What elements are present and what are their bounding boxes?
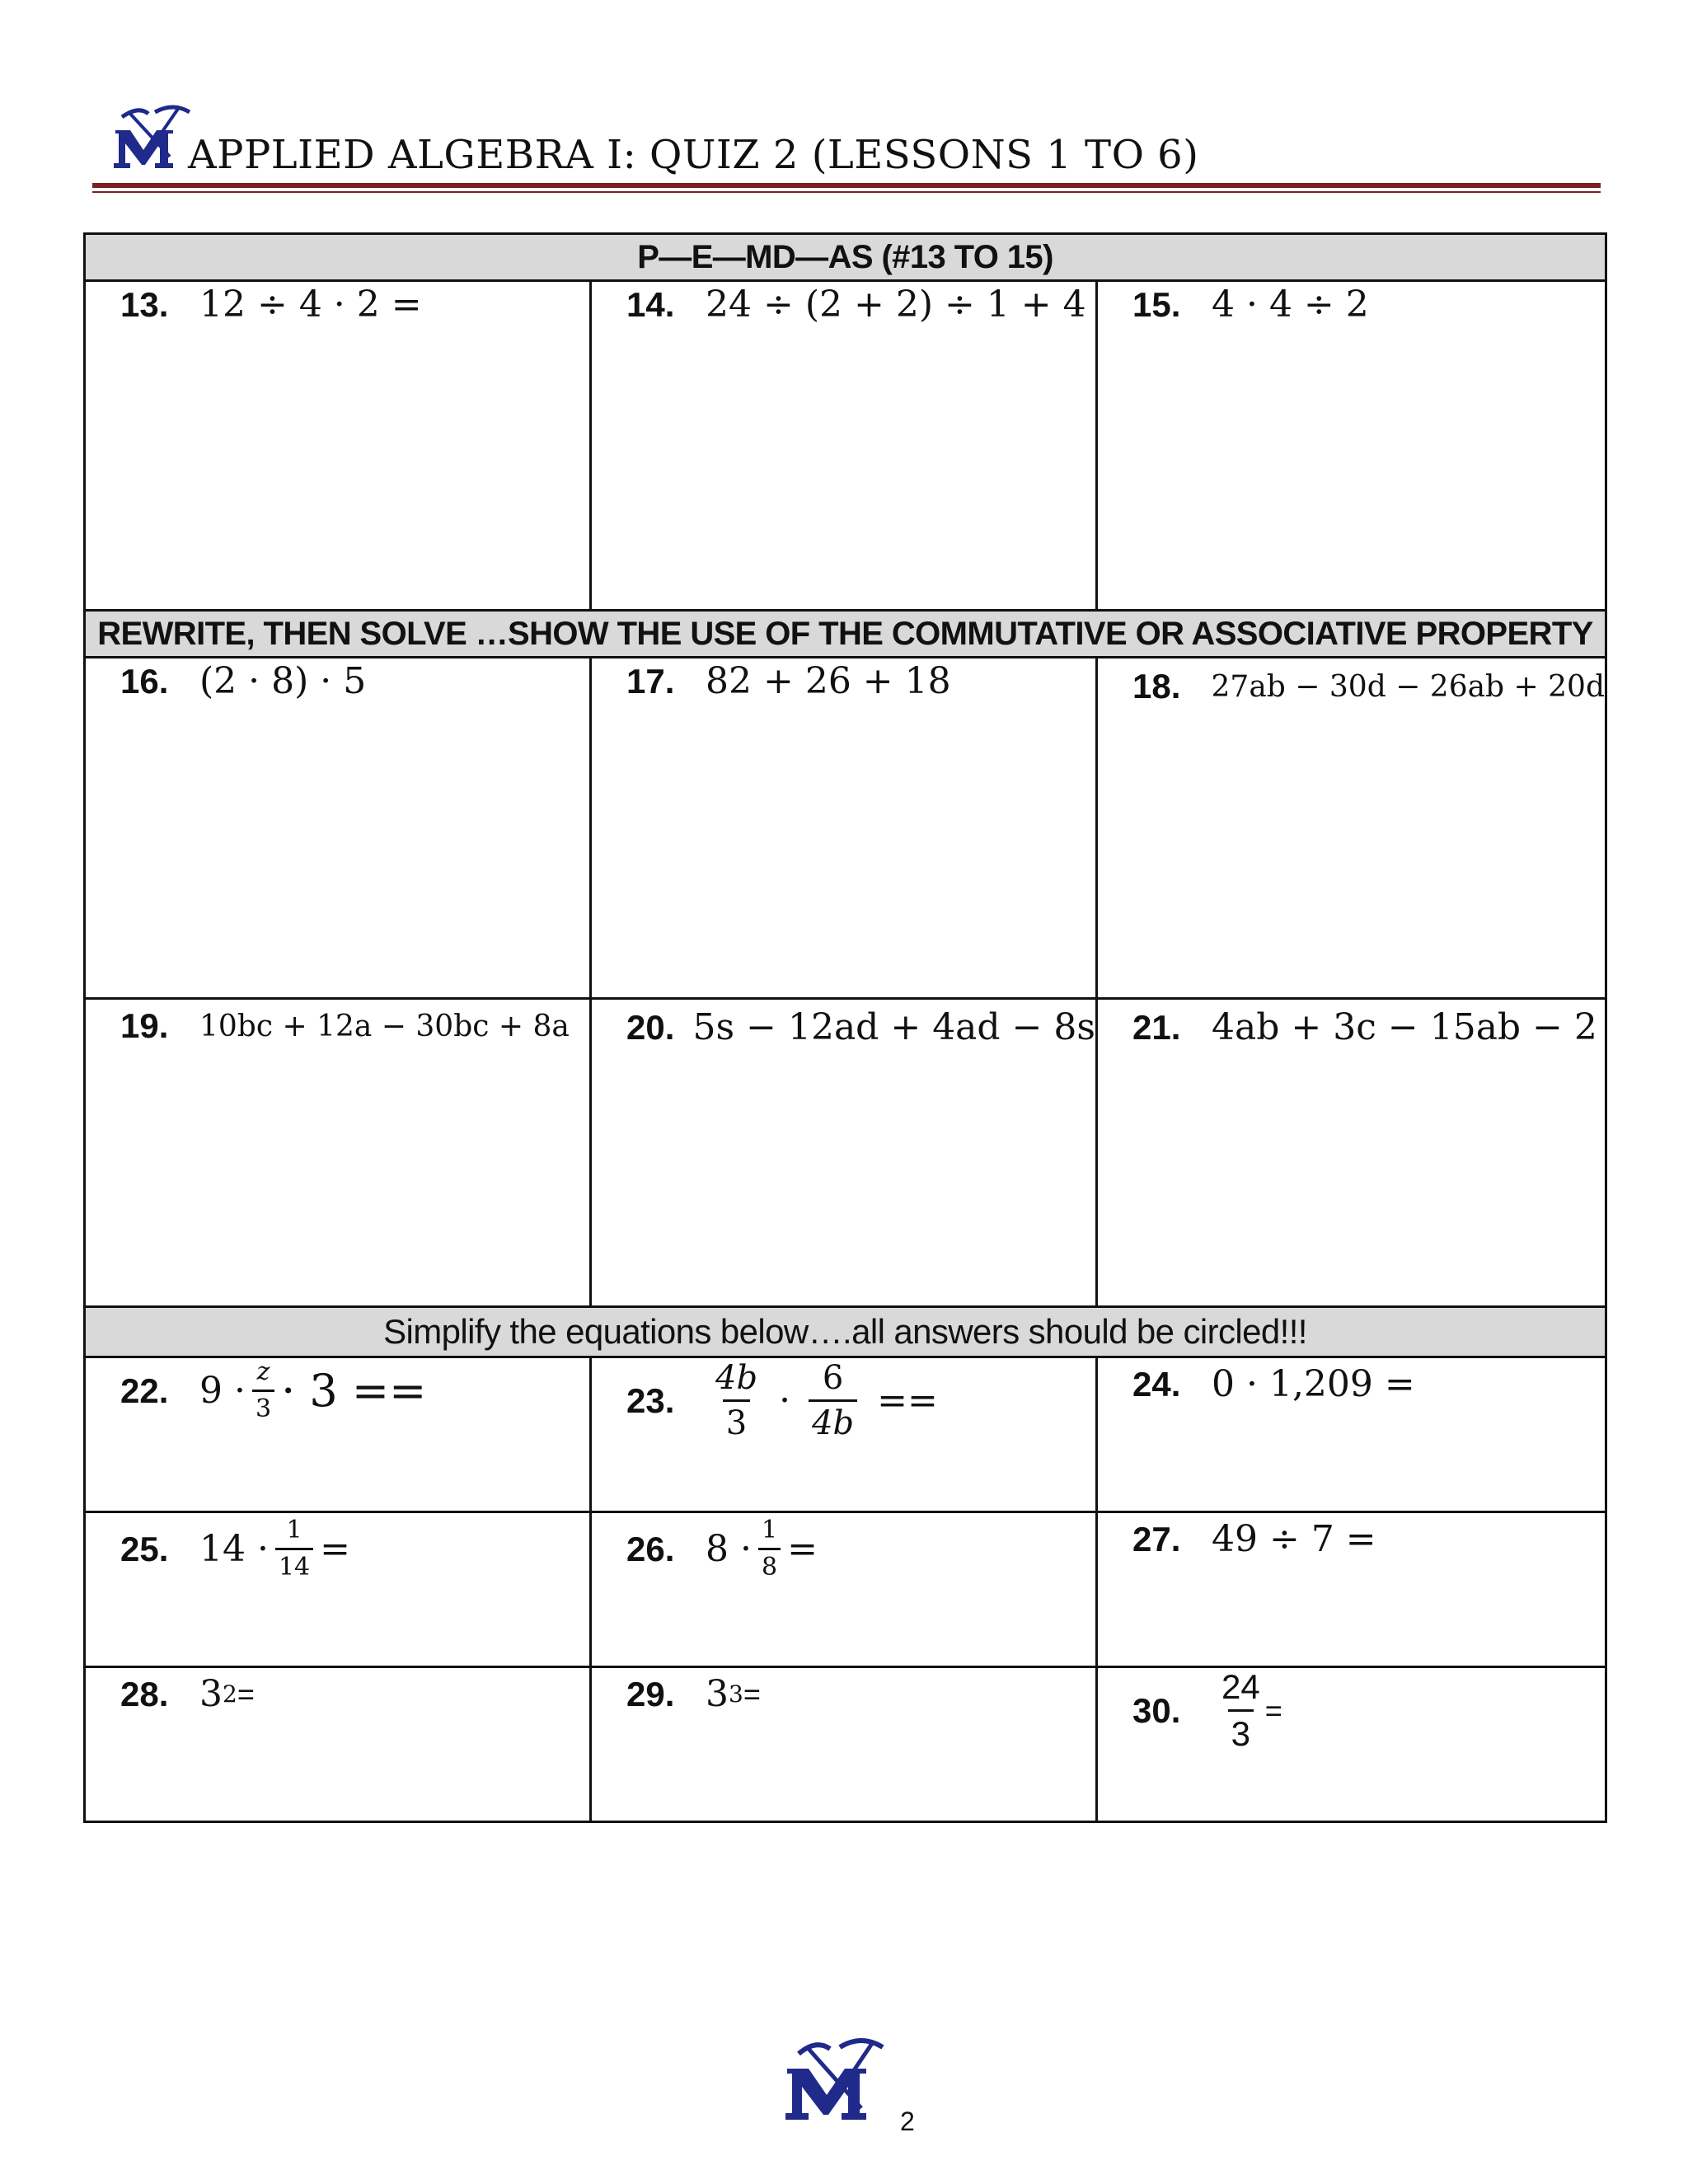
- problem-suffix: =: [237, 1676, 255, 1711]
- power-base: 3: [706, 1673, 729, 1715]
- problem-suffix: =: [1264, 1693, 1282, 1727]
- power-exponent: 2: [223, 1680, 237, 1708]
- problem-23[interactable]: [591, 1357, 1097, 1512]
- problem-number: 17.: [626, 661, 675, 701]
- problem-row: [85, 1667, 1606, 1822]
- problem-27[interactable]: [1097, 1512, 1606, 1667]
- problem-number: 18.: [1132, 667, 1181, 705]
- problem-expression: 10bc + 12a − 30bc + 8a: [199, 1009, 570, 1043]
- problem-number: 15.: [1132, 284, 1181, 324]
- problem-number: 30.: [1132, 1690, 1181, 1730]
- problem-number: 16.: [120, 661, 169, 701]
- power-base: 3: [199, 1673, 223, 1715]
- problem-26[interactable]: [591, 1512, 1097, 1667]
- problem-28[interactable]: [85, 1667, 591, 1822]
- problem-number: 22.: [120, 1371, 169, 1410]
- section-row-rewrite: [85, 611, 1606, 658]
- numerator: 24: [1221, 1667, 1260, 1706]
- problem-expression: 49 ÷ 7 =: [1212, 1518, 1376, 1560]
- fraction: [1218, 1667, 1264, 1753]
- numerator: z: [256, 1357, 270, 1386]
- section-header-pemdas: P—E—MD—AS (#13 TO 15): [85, 234, 1606, 281]
- section-header-rewrite: REWRITE, THEN SOLVE …SHOW THE USE OF THE COMMUTATIVE OR ASSOCIATIVE PROPERTY: [85, 611, 1606, 658]
- problem-row: [85, 658, 1606, 999]
- problem-prefix: 9 ·: [199, 1370, 246, 1412]
- problem-suffix: ==: [877, 1380, 938, 1422]
- page-header: [92, 92, 1601, 199]
- numerator: 1: [286, 1516, 302, 1544]
- quiz-table: [83, 232, 1607, 1823]
- problem-number: 20.: [626, 1007, 675, 1047]
- denominator: 3: [1228, 1709, 1254, 1751]
- problem-16[interactable]: [85, 658, 591, 999]
- problem-14[interactable]: [591, 281, 1097, 611]
- problem-22[interactable]: [85, 1357, 591, 1512]
- problem-suffix: =: [787, 1528, 818, 1570]
- numerator: 1: [761, 1516, 778, 1544]
- problem-24[interactable]: [1097, 1357, 1606, 1512]
- numerator: 4b: [715, 1359, 758, 1397]
- section-row-simplify: [85, 1307, 1606, 1357]
- problem-number: 25.: [120, 1529, 169, 1568]
- problem-expression: 27ab − 30d − 26ab + 20d: [1211, 669, 1606, 704]
- school-logo: [97, 99, 196, 173]
- denominator: 3: [723, 1399, 750, 1440]
- fraction: [275, 1518, 313, 1580]
- denominator: 3: [252, 1390, 274, 1422]
- problem-29[interactable]: [591, 1667, 1097, 1822]
- power-exponent: 3: [729, 1680, 743, 1708]
- denominator: 14: [275, 1548, 313, 1580]
- fraction: [712, 1361, 761, 1440]
- fraction: [758, 1518, 781, 1580]
- page-number: 2: [900, 2107, 915, 2136]
- problem-number: 14.: [626, 284, 675, 324]
- problem-expression: 24 ÷ (2 + 2) ÷ 1 + 4: [706, 284, 1086, 326]
- problem-expression: 0 · 1,209 =: [1212, 1363, 1415, 1405]
- problem-row: [85, 1512, 1606, 1667]
- quiz-title: APPLIED ALGEBRA I: QUIZ 2 (LESSONS 1 TO 6): [188, 132, 1199, 178]
- problem-20[interactable]: [591, 999, 1097, 1307]
- problem-row: [85, 281, 1606, 611]
- fraction: [252, 1357, 274, 1423]
- problem-number: 28.: [120, 1674, 169, 1713]
- problem-25[interactable]: [85, 1512, 591, 1667]
- problem-row: [85, 1357, 1606, 1512]
- problem-number: 13.: [120, 284, 169, 324]
- section-row-pemdas: [85, 234, 1606, 281]
- header-rule-thick: [92, 183, 1601, 188]
- problem-number: 23.: [626, 1380, 675, 1420]
- problem-expression: 4 · 4 ÷ 2: [1212, 284, 1369, 326]
- problem-suffix: =: [743, 1676, 761, 1711]
- problem-suffix: =: [320, 1528, 351, 1570]
- problem-suffix: · 3 ==: [281, 1365, 427, 1417]
- section-header-simplify: Simplify the equations below….all answers should be circled!!!: [85, 1307, 1606, 1357]
- problem-30[interactable]: [1097, 1667, 1606, 1822]
- problem-prefix: 14 ·: [199, 1528, 269, 1570]
- problem-number: 19.: [120, 1006, 169, 1045]
- header-rule-thin: [92, 191, 1601, 193]
- denominator: 8: [758, 1548, 781, 1580]
- numerator: 6: [822, 1359, 844, 1397]
- problem-expression: 4ab + 3c − 15ab − 2: [1212, 1006, 1597, 1048]
- problem-prefix: 8 ·: [706, 1528, 752, 1570]
- problem-17[interactable]: [591, 658, 1097, 999]
- problem-expression: 82 + 26 + 18: [706, 660, 951, 702]
- problem-number: 21.: [1132, 1007, 1181, 1047]
- problem-number: 29.: [626, 1674, 675, 1713]
- problem-21[interactable]: [1097, 999, 1606, 1307]
- problem-18[interactable]: [1097, 658, 1606, 999]
- problem-expression: (2 · 8) · 5: [199, 660, 367, 702]
- problem-expression: 5s − 12ad + 4ad − 8s: [692, 1006, 1095, 1048]
- fraction: [809, 1361, 857, 1440]
- multiply-dot: ·: [779, 1380, 791, 1422]
- problem-13[interactable]: [85, 281, 591, 611]
- problem-19[interactable]: [85, 999, 591, 1307]
- problem-15[interactable]: [1097, 281, 1606, 611]
- footer-logo: [771, 2029, 894, 2128]
- problem-number: 27.: [1132, 1519, 1181, 1558]
- problem-number: 26.: [626, 1529, 675, 1568]
- problem-number: 24.: [1132, 1364, 1181, 1404]
- problem-expression: 12 ÷ 4 · 2 =: [199, 284, 422, 326]
- problem-row: [85, 999, 1606, 1307]
- denominator: 4b: [809, 1399, 857, 1440]
